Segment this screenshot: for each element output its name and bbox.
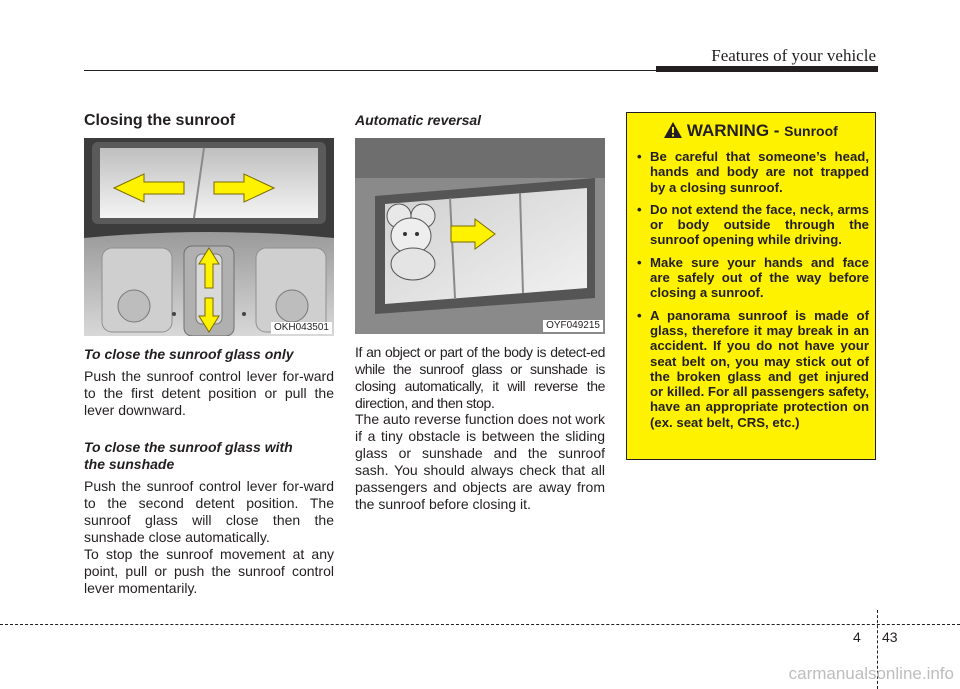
sunroof-lever-illustration xyxy=(84,138,334,336)
warning-item: • Make sure your hands and face are safely out of the way before closing a sunroof. xyxy=(637,255,869,301)
warning-box xyxy=(626,112,876,460)
watermark: carmanualsonline.info xyxy=(788,664,954,683)
automatic-reversal-illustration xyxy=(355,138,605,334)
warning-item: • Be careful that someone’s head, hands and body are not trapped by a closing sunroof. xyxy=(637,149,869,195)
figure-code: OYF049215 xyxy=(543,320,603,332)
chapter-number: 4 xyxy=(853,629,861,645)
section-heading: Automatic reversal xyxy=(355,112,482,128)
paragraph: The auto reverse function does not work if a tiny obstacle is between the sliding glass or sunshade and the sunroof sash. You should always check that all passengers and objects are away from the sunroof before closing it. xyxy=(355,411,605,512)
section-heading: Closing the sunroof xyxy=(84,112,236,129)
paragraph: Push the sunroof control lever for-ward to the second detent position. The sunroof glass will close then the sunshade close automatically. xyxy=(84,478,334,545)
subheading-glass-only: To close the sunroof glass only xyxy=(84,346,294,362)
paragraph: Push the sunroof control lever for-ward to the first detent position or pull the lever downward. xyxy=(84,368,334,418)
subheading-with-sunshade: To close the sunroof glass with the sunshade xyxy=(84,439,293,472)
footer-rule xyxy=(0,624,960,625)
warning-item: • Do not extend the face, neck, arms or body outside through the sunroof opening while driving. xyxy=(637,202,869,248)
warning-title xyxy=(627,121,875,141)
warning-triangle-icon xyxy=(664,122,682,138)
paragraph: If an object or part of the body is detect-ed while the sunroof glass or sunshade is closing automatically, it will reverse the direction, and then stop. xyxy=(355,344,605,411)
header-rule xyxy=(84,70,656,71)
warning-label: WARNING - xyxy=(686,121,780,140)
sunroof-lever-figure xyxy=(84,138,334,336)
warning-subtitle: Sunroof xyxy=(784,123,838,139)
figure-code: OKH043501 xyxy=(271,322,332,334)
header-rule-bold xyxy=(656,66,878,72)
warning-list xyxy=(637,149,869,437)
running-header: Features of your vehicle xyxy=(711,46,876,65)
page-number: 43 xyxy=(882,629,898,645)
automatic-reversal-figure xyxy=(355,138,605,334)
warning-item: • A panorama sunroof is made of glass, therefore it may break in an accident. If you do not have your seat belt on, you may stick out of the broken glass and get injured or killed. For all passengers safety, have an appropriate protection on (ex. seat belt, CRS, etc.) xyxy=(637,308,869,430)
paragraph: To stop the sunroof movement at any point, pull or push the sunroof control lever momentarily. xyxy=(84,546,334,596)
